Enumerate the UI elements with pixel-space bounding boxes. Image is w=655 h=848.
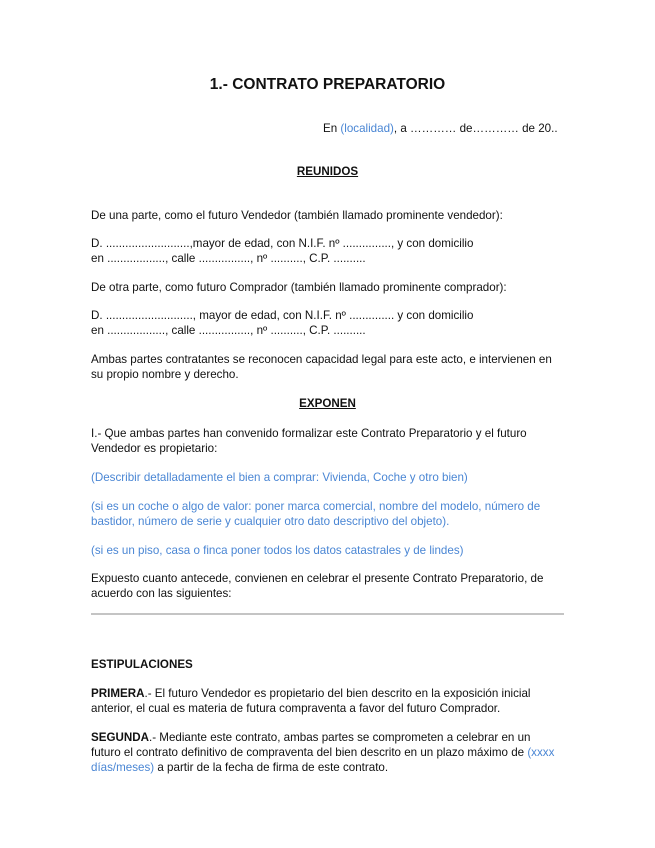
vendedor-intro: De una parte, como el futuro Vendedor (también llamado prominente vendedor): xyxy=(91,209,503,222)
segunda-text-1: .- Mediante este contrato, ambas partes se comprometen a celebrar en un xyxy=(148,731,531,744)
plazo-placeholder-1: (xxxx xyxy=(527,746,555,759)
estipulaciones-heading: ESTIPULACIONES xyxy=(91,658,193,671)
reunidos-heading: REUNIDOS xyxy=(296,165,359,178)
segunda-label: SEGUNDA xyxy=(91,731,149,744)
capacidad-line-1: Ambas partes contratantes se reconocen capacidad legal para este acto, e intervienen en xyxy=(91,353,552,366)
piso-note: (si es un piso, casa o finca poner todos los datos catastrales y de lindes) xyxy=(91,544,464,557)
localidad-placeholder: (localidad) xyxy=(340,122,394,135)
vendedor-line-2: en .................., calle ................, nº .........., C.P. .......... xyxy=(91,252,366,265)
expuesto-line-1: Expuesto cuanto antecede, convienen en celebrar el presente Contrato Preparatorio, de xyxy=(91,572,544,585)
segunda-text-3: a partir de la fecha de firma de este contrato. xyxy=(154,761,389,774)
place-date-line xyxy=(323,121,558,136)
primera-text-1: .- El futuro Vendedor es propietario del bien descrito en la exposición inicial xyxy=(144,687,531,700)
expuesto-line-2: acuerdo con las siguientes: xyxy=(91,587,232,600)
document-title: 1.- CONTRATO PREPARATORIO xyxy=(209,76,446,93)
exponen-heading: EXPONEN xyxy=(299,397,356,410)
primera-line-1 xyxy=(91,686,531,701)
comprador-line-2: en .................., calle ................, nº .........., C.P. .......... xyxy=(91,324,366,337)
comprador-intro: De otra parte, como futuro Comprador (también llamado prominente comprador): xyxy=(91,281,507,294)
segunda-line-2 xyxy=(91,745,554,760)
coche-note-line-2: bastidor, número de serie y cualquier otro dato descriptivo del objeto). xyxy=(91,515,450,528)
coche-note-line-1: (si es un coche o algo de valor: poner marca comercial, nombre del modelo, número de xyxy=(91,500,541,513)
capacidad-line-2: su propio nombre y derecho. xyxy=(91,368,239,381)
section-divider xyxy=(91,613,564,615)
segunda-line-1 xyxy=(91,730,531,745)
place-prefix: En xyxy=(323,122,341,135)
comprador-line-1: D. ..........................., mayor de edad, con N.I.F. nº .............. y con domicilio xyxy=(91,309,474,322)
vendedor-line-1: D. ..........................,mayor de edad, con N.I.F. nº ..............., y con domicilio xyxy=(91,237,474,250)
segunda-text-2: futuro el contrato definitivo de compraventa del bien descrito en un plazo máximo de xyxy=(91,746,528,759)
date-suffix: , a ………… de………… de 20.. xyxy=(393,122,558,135)
exponen-p1-line-2: Vendedor es propietario: xyxy=(91,442,218,455)
primera-label: PRIMERA xyxy=(91,687,145,700)
exponen-p1-line-1: I.- Que ambas partes han convenido formalizar este Contrato Preparatorio y el futuro xyxy=(91,427,527,440)
describir-note: (Describir detalladamente el bien a comprar: Vivienda, Coche y otro bien) xyxy=(91,471,468,484)
primera-line-2: anterior, el cual es materia de futura compraventa a favor del futuro Comprador. xyxy=(91,702,501,715)
plazo-placeholder-2: días/meses) xyxy=(91,761,155,774)
segunda-line-3 xyxy=(91,760,388,775)
